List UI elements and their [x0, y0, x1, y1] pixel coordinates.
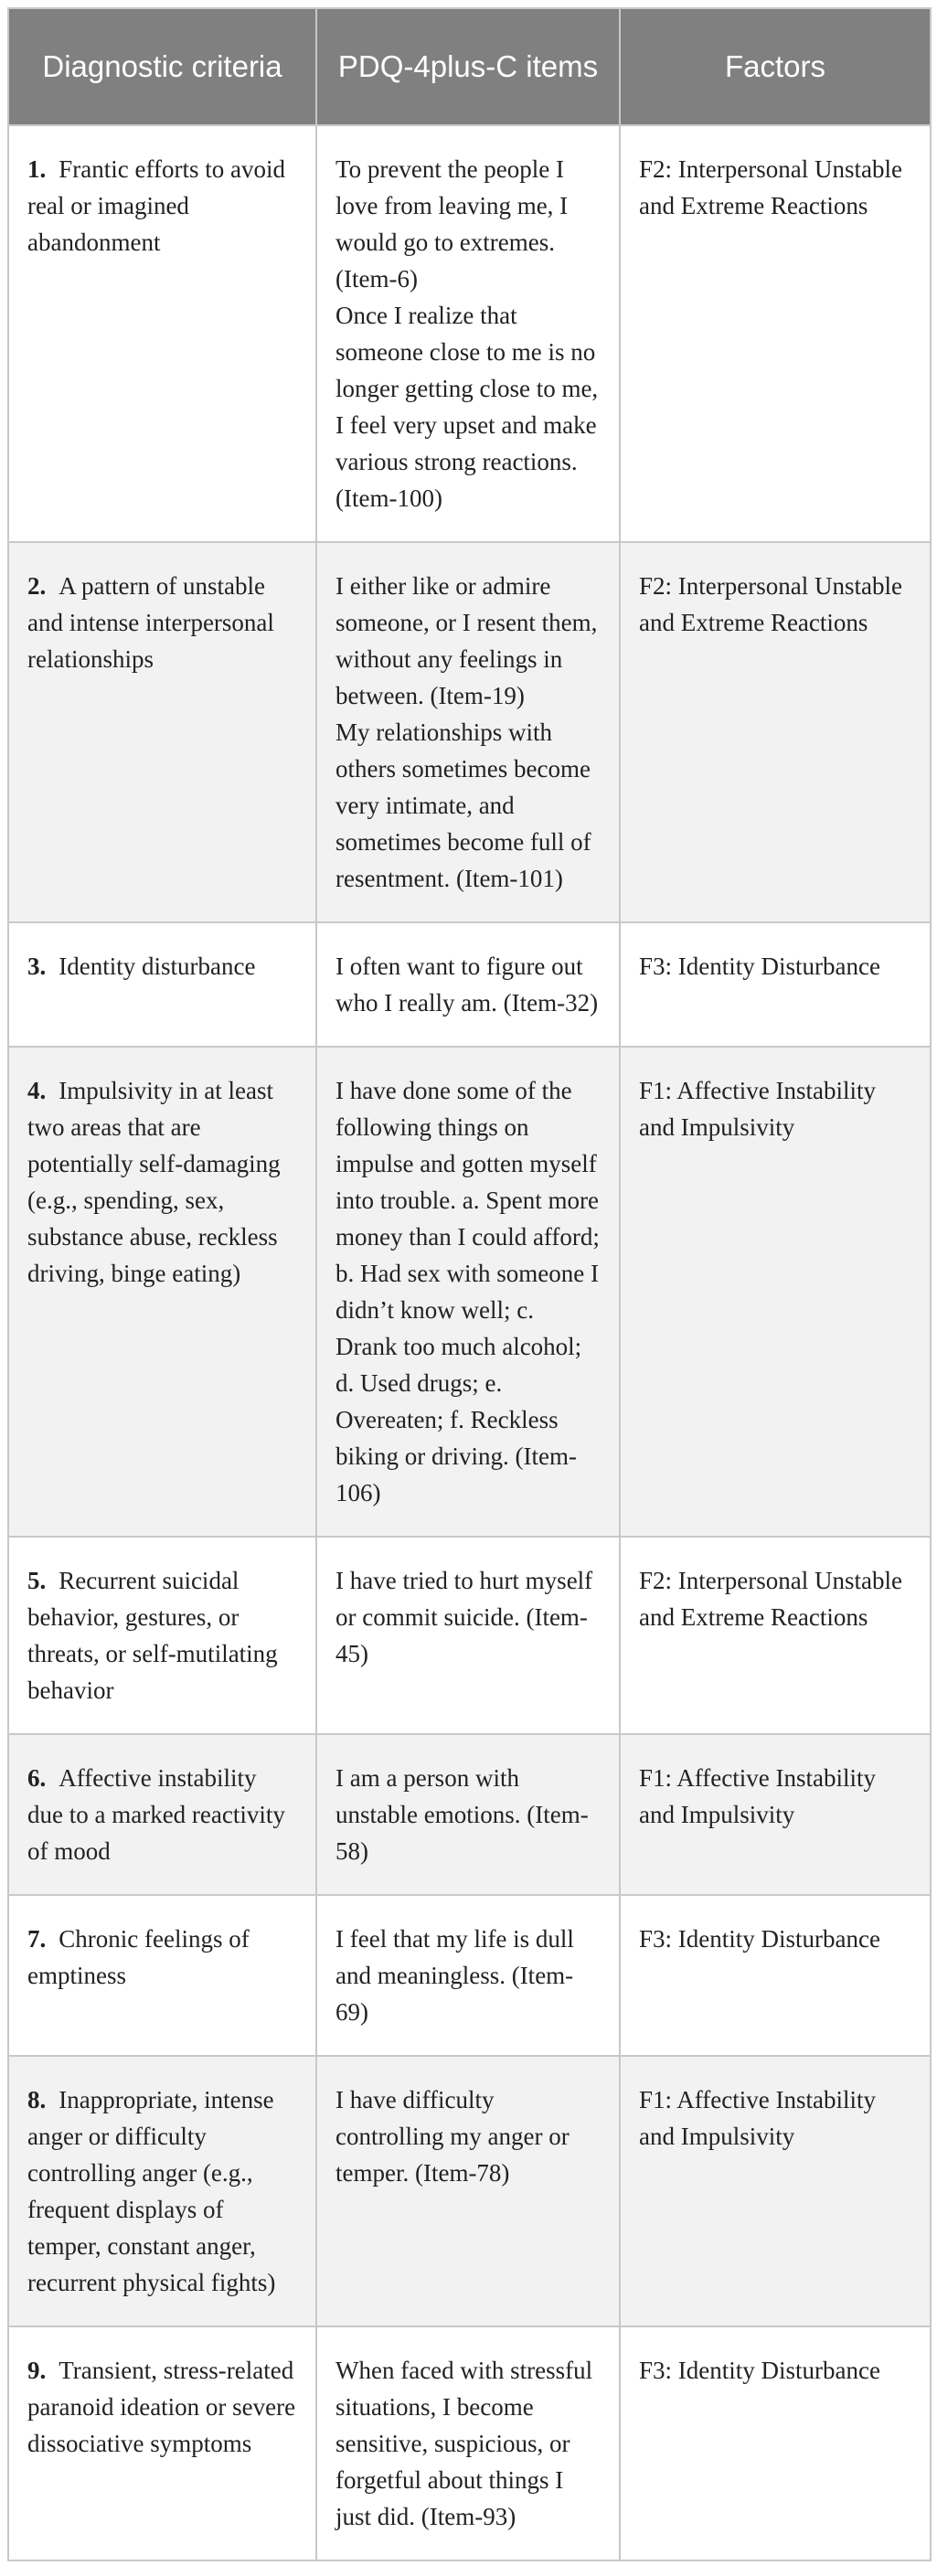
pdq-item-text: I have done some of the following things on impulse and gotten myself into trouble. a. Spent more money than I could afford; b. Had sex with someone I didn’t know well; c. Drank too much alcohol; d. Used drugs; e. Overeaten; f. Reckless biking or driving. (Item-106)	[335, 1077, 600, 1506]
items-cell	[316, 2326, 620, 2560]
table-row	[8, 542, 931, 922]
criterion-number: 3.	[27, 953, 47, 980]
table-body	[8, 125, 931, 2560]
criterion-cell	[8, 1537, 316, 1734]
items-cell	[316, 1537, 620, 1734]
criterion-cell	[8, 125, 316, 542]
criterion-cell	[8, 2056, 316, 2326]
header-factors: Factors	[620, 8, 931, 125]
criterion-cell	[8, 1734, 316, 1895]
criterion-number: 4.	[27, 1077, 47, 1104]
factor-cell: F1: Affective Instability and Impulsivity	[620, 1047, 931, 1537]
criterion-number: 9.	[27, 2357, 47, 2384]
items-cell	[316, 922, 620, 1047]
pdq-item-text: When faced with stressful situations, I become sensitive, suspicious, or forgetful about things I just did. (Item-93)	[335, 2357, 593, 2530]
factor-cell: F2: Interpersonal Unstable and Extreme Reactions	[620, 125, 931, 542]
pdq-item-text: I feel that my life is dull and meaningless. (Item-69)	[335, 1925, 574, 2026]
criterion-number: 5.	[27, 1567, 47, 1594]
criterion-number: 7.	[27, 1925, 47, 1953]
pdq-item-text: To prevent the people I love from leaving me, I would go to extremes. (Item-6)	[335, 155, 569, 293]
criteria-table	[7, 7, 932, 2561]
items-cell	[316, 1047, 620, 1537]
factor-cell: F2: Interpersonal Unstable and Extreme Reactions	[620, 542, 931, 922]
criterion-cell	[8, 2326, 316, 2560]
items-cell	[316, 125, 620, 542]
criterion-text: A pattern of unstable and intense interpersonal relationships	[27, 572, 274, 673]
pdq-item-text: I either like or admire someone, or I resent them, without any feelings in between. (Item-19)	[335, 572, 598, 709]
criterion-text: Recurrent suicidal behavior, gestures, or threats, or self-mutilating behavior	[27, 1567, 278, 1704]
header-diagnostic-criteria: Diagnostic criteria	[8, 8, 316, 125]
items-cell	[316, 2056, 620, 2326]
criterion-text: Impulsivity in at least two areas that are potentially self-damaging (e.g., spending, sex, substance abuse, reckless driving, binge eating)	[27, 1077, 281, 1287]
table-row	[8, 922, 931, 1047]
table-row	[8, 1895, 931, 2056]
items-cell	[316, 1895, 620, 2056]
factor-cell: F3: Identity Disturbance	[620, 1895, 931, 2056]
criterion-cell	[8, 922, 316, 1047]
table-row	[8, 2326, 931, 2560]
header-pdq-items: PDQ-4plus-C items	[316, 8, 620, 125]
pdq-item-text: I am a person with unstable emotions. (Item-58)	[335, 1764, 589, 1865]
criterion-cell	[8, 1047, 316, 1537]
factor-cell: F3: Identity Disturbance	[620, 2326, 931, 2560]
table-row	[8, 1734, 931, 1895]
factor-cell: F3: Identity Disturbance	[620, 922, 931, 1047]
factor-cell: F1: Affective Instability and Impulsivity	[620, 2056, 931, 2326]
factor-cell: F2: Interpersonal Unstable and Extreme Reactions	[620, 1537, 931, 1734]
items-cell	[316, 542, 620, 922]
table-row	[8, 2056, 931, 2326]
table-row	[8, 1537, 931, 1734]
criterion-text: Chronic feelings of emptiness	[27, 1925, 250, 1989]
header-row	[8, 8, 931, 125]
items-cell	[316, 1734, 620, 1895]
criterion-text: Identity disturbance	[59, 953, 256, 980]
factor-cell: F1: Affective Instability and Impulsivity	[620, 1734, 931, 1895]
criterion-number: 6.	[27, 1764, 47, 1792]
table-row	[8, 1047, 931, 1537]
criterion-text: Frantic efforts to avoid real or imagined abandonment	[27, 155, 285, 256]
criterion-text: Affective instability due to a marked reactivity of mood	[27, 1764, 285, 1865]
criterion-text: Transient, stress-related paranoid ideation or severe dissociative symptoms	[27, 2357, 296, 2457]
criterion-cell	[8, 542, 316, 922]
pdq-item-text: I have difficulty controlling my anger or temper. (Item-78)	[335, 2086, 570, 2187]
pdq-item-text: Once I realize that someone close to me is no longer getting close to me, I feel very upset and make various strong reactions. (Item-100)	[335, 302, 599, 512]
criterion-text: Inappropriate, intense anger or difficulty controlling anger (e.g., frequent displays of temper, constant anger, recurrent physical fights)	[27, 2086, 276, 2296]
criterion-cell	[8, 1895, 316, 2056]
criterion-number: 2.	[27, 572, 47, 600]
criterion-number: 8.	[27, 2086, 47, 2113]
pdq-item-text: I have tried to hurt myself or commit suicide. (Item-45)	[335, 1567, 593, 1667]
table-row	[8, 125, 931, 542]
table-header	[8, 8, 931, 125]
pdq-item-text: My relationships with others sometimes become very intimate, and sometimes become full of resentment. (Item-101)	[335, 719, 591, 892]
criterion-number: 1.	[27, 155, 47, 183]
pdq-item-text: I often want to figure out who I really am. (Item-32)	[335, 953, 599, 1017]
